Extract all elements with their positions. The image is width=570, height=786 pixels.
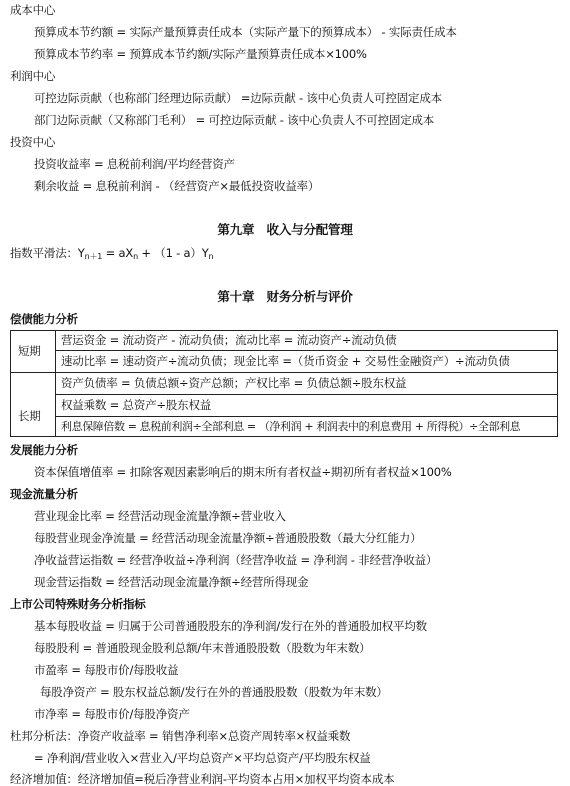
chapter-10-title: 第十章 财务分析与评价 (217, 289, 353, 304)
capital-preservation-formula: 资本保值增值率 = 扣除客观因素影响后的期末所有者权益÷期初所有者权益×100% (34, 465, 452, 479)
section-divider (10, 372, 558, 373)
eva-formula: 经济增加值：经济增加值=税后净营业利润-平均资本占用×加权平均资本成本 (10, 772, 395, 786)
row-divider (55, 350, 558, 351)
exponential-smoothing-formula: 指数平滑法：$Y_{n+1} = aX_n + (1 - a)Y_n$ (10, 246, 214, 261)
controllable-margin-formula: 可控边际贡献（也称部门经理边际贡献） =边际贡献 - 该中心负责人可控固定成本 (34, 91, 442, 105)
cash-operating-index-formula: 现金营运指数 = 经营活动现金流量净额÷经营所得现金 (34, 575, 309, 589)
table-row: 权益乘数 = 总资产÷股东权益 (61, 398, 212, 412)
chapter-9-title: 第九章 收入与分配管理 (217, 222, 353, 237)
book-value-per-share-formula: 每股净资产 = 股东权益总额/发行在外的普通股股数（股数为年末数） (40, 685, 388, 699)
row-divider (55, 394, 558, 395)
row-divider (55, 416, 558, 417)
long-term-label: 长期 (18, 409, 41, 423)
cost-saving-amount-formula: 预算成本节约额 = 实际产量预算责任成本（实际产量下的预算成本） - 实际责任成本 (34, 25, 457, 39)
growth-heading: 发展能力分析 (10, 443, 78, 457)
table-row: 利息保障倍数 = 息税前利润÷全部利息 = （净利润 + 利润表中的利息费用 + 所得税）÷全部利息 (61, 420, 521, 433)
pb-ratio-formula: 市净率 = 每股市价/每股净资产 (34, 707, 190, 721)
solvency-heading: 偿债能力分析 (10, 312, 78, 326)
short-term-label: 短期 (18, 344, 41, 358)
table-row: 速动比率 = 速动资产÷流动负债；现金比率 =（货币资金 + 交易性金融资产）÷流动负债 (61, 354, 510, 368)
net-income-quality-formula: 净收益营运指数 = 经营净收益÷净利润（经营净收益 = 净利润 - 非经营净收益） (34, 553, 438, 567)
eps-formula: 基本每股收益 = 归属于公司普通股股东的净利润/发行在外的普通股加权平均数 (34, 619, 427, 633)
cash-flow-heading: 现金流量分析 (10, 487, 78, 501)
profit-center-heading: 利润中心 (10, 69, 56, 83)
dupont-expansion: = 净利润/营业收入×营业入/平均总资产×平均总资产/平均股东权益 (34, 751, 371, 765)
roi-formula: 投资收益率 = 息税前利润/平均经营资产 (34, 157, 235, 171)
pe-ratio-formula: 市盈率 = 每股市价/每股收益 (34, 663, 179, 677)
cost-center-heading: 成本中心 (10, 3, 56, 17)
cash-per-share-formula: 每股营业现金净流量 = 经营活动现金流量净额÷普通股股数（最大分红能力） (34, 531, 422, 545)
dividend-per-share-formula: 每股股利 = 普通股现金股利总额/年末普通股股数（股数为年末数） (34, 641, 371, 655)
dupont-formula: 杜邦分析法：净资产收益率 = 销售净利率×总资产周转率×权益乘数 (10, 729, 351, 743)
solvency-table (10, 330, 558, 437)
residual-income-formula: 剩余收益 = 息税前利润 - （经营资产×最低投资收益率） (34, 179, 320, 193)
table-row: 资产负债率 = 负债总额÷资产总额；产权比率 = 负债总额÷股东权益 (61, 376, 407, 390)
listed-company-heading: 上市公司特殊财务分析指标 (10, 597, 146, 611)
investment-center-heading: 投资中心 (10, 135, 56, 149)
column-divider (55, 330, 56, 437)
department-margin-formula: 部门边际贡献（又称部门毛利） = 可控边际贡献 - 该中心负责人不可控固定成本 (34, 113, 435, 127)
table-row: 营运资金 = 流动资产 - 流动负债；流动比率 = 流动资产÷流动负债 (61, 333, 397, 347)
cost-saving-rate-formula: 预算成本节约率 = 预算成本节约额/实际产量预算责任成本×100% (34, 47, 367, 61)
operating-cash-ratio-formula: 营业现金比率 = 经营活动现金流量净额÷营业收入 (34, 509, 286, 523)
